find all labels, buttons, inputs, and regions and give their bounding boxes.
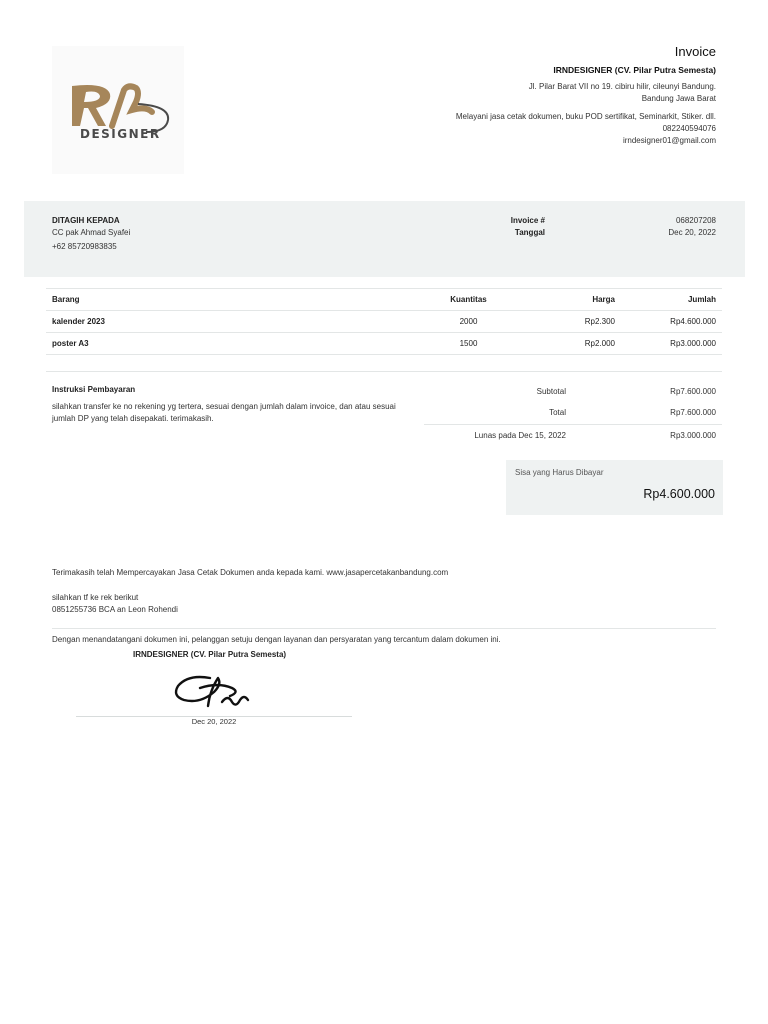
company-address-2: Bandung Jawa Barat bbox=[641, 94, 716, 103]
balance-due-box bbox=[506, 460, 723, 515]
column-header-amount: Jumlah bbox=[621, 289, 722, 311]
items-table bbox=[46, 288, 722, 355]
paid-value: Rp3.000.000 bbox=[670, 431, 716, 440]
balance-due-label: Sisa yang Harus Dibayar bbox=[515, 468, 604, 477]
company-logo bbox=[52, 46, 184, 174]
item-qty: 1500 bbox=[396, 333, 541, 355]
company-address-1: Jl. Pilar Barat VII no 19. cibiru hilir, cileunyi Bandung. bbox=[528, 82, 716, 91]
company-services: Melayani jasa cetak dokumen, buku POD sertifikat, Seminarkit, Stiker. dll. bbox=[455, 112, 716, 121]
signature-company: IRNDESIGNER (CV. Pilar Putra Semesta) bbox=[133, 650, 287, 659]
agreement-text: Dengan menandatangani dokumen ini, pelanggan setuju dengan layanan dan persyaratan yang tercantum dalam dokumen ini. bbox=[52, 635, 501, 644]
payment-instructions-text: silahkan transfer ke no rekening yg tertera, sesuai dengan jumlah dalam invoice, dan atau sesuai jumlah DP yang telah disepakati. terimakasih. bbox=[52, 402, 396, 423]
item-price: Rp2.300 bbox=[541, 311, 621, 333]
divider bbox=[46, 371, 722, 372]
invoice-date-label: Tanggal bbox=[514, 228, 545, 237]
item-qty: 2000 bbox=[396, 311, 541, 333]
balance-due-amount: Rp4.600.000 bbox=[643, 487, 715, 501]
item-price: Rp2.000 bbox=[541, 333, 621, 355]
divider bbox=[424, 424, 722, 425]
table-row bbox=[46, 333, 722, 355]
subtotal-value: Rp7.600.000 bbox=[670, 387, 716, 396]
table-row bbox=[46, 311, 722, 333]
invoice-number: 068207208 bbox=[675, 216, 716, 225]
table-header-row bbox=[46, 289, 722, 311]
invoice-header bbox=[456, 44, 716, 147]
divider bbox=[52, 628, 716, 629]
page-title: Invoice bbox=[674, 44, 716, 59]
payment-instructions-heading: Instruksi Pembayaran bbox=[52, 385, 136, 394]
transfer-note-1: silahkan tf ke rek berikut bbox=[52, 593, 139, 602]
invoice-number-label: Invoice # bbox=[510, 216, 545, 225]
bill-to-heading: DITAGIH KEPADA bbox=[52, 216, 120, 225]
bill-to-phone: +62 85720983835 bbox=[52, 242, 117, 251]
signature-icon bbox=[170, 670, 252, 714]
subtotal-label: Subtotal bbox=[536, 387, 566, 396]
transfer-note-2: 0851255736 BCA an Leon Rohendi bbox=[52, 605, 178, 614]
company-name: IRNDESIGNER (CV. Pilar Putra Semesta) bbox=[553, 65, 716, 75]
billing-section bbox=[24, 201, 745, 277]
logo-text: DESIGNER bbox=[80, 127, 161, 140]
item-name: poster A3 bbox=[46, 333, 396, 355]
bill-to-name: CC pak Ahmad Syafei bbox=[52, 228, 131, 237]
item-name: kalender 2023 bbox=[46, 311, 396, 333]
total-label: Total bbox=[549, 408, 566, 417]
invoice-date: Dec 20, 2022 bbox=[668, 228, 716, 237]
column-header-qty: Kuantitas bbox=[396, 289, 541, 311]
column-header-price: Harga bbox=[541, 289, 621, 311]
item-amount: Rp3.000.000 bbox=[621, 333, 722, 355]
company-phone: 082240594076 bbox=[662, 124, 716, 133]
column-header-item: Barang bbox=[46, 289, 396, 311]
signature-date: Dec 20, 2022 bbox=[191, 717, 237, 726]
logo-mark-icon bbox=[66, 80, 174, 140]
company-email: irndesigner01@gmail.com bbox=[622, 136, 716, 145]
total-value: Rp7.600.000 bbox=[670, 408, 716, 417]
item-amount: Rp4.600.000 bbox=[621, 311, 722, 333]
thank-you-note: Terimakasih telah Mempercayakan Jasa Cetak Dokumen anda kepada kami. www.jasapercetakanbandung.com bbox=[52, 568, 449, 577]
paid-label: Lunas pada Dec 15, 2022 bbox=[474, 431, 566, 440]
